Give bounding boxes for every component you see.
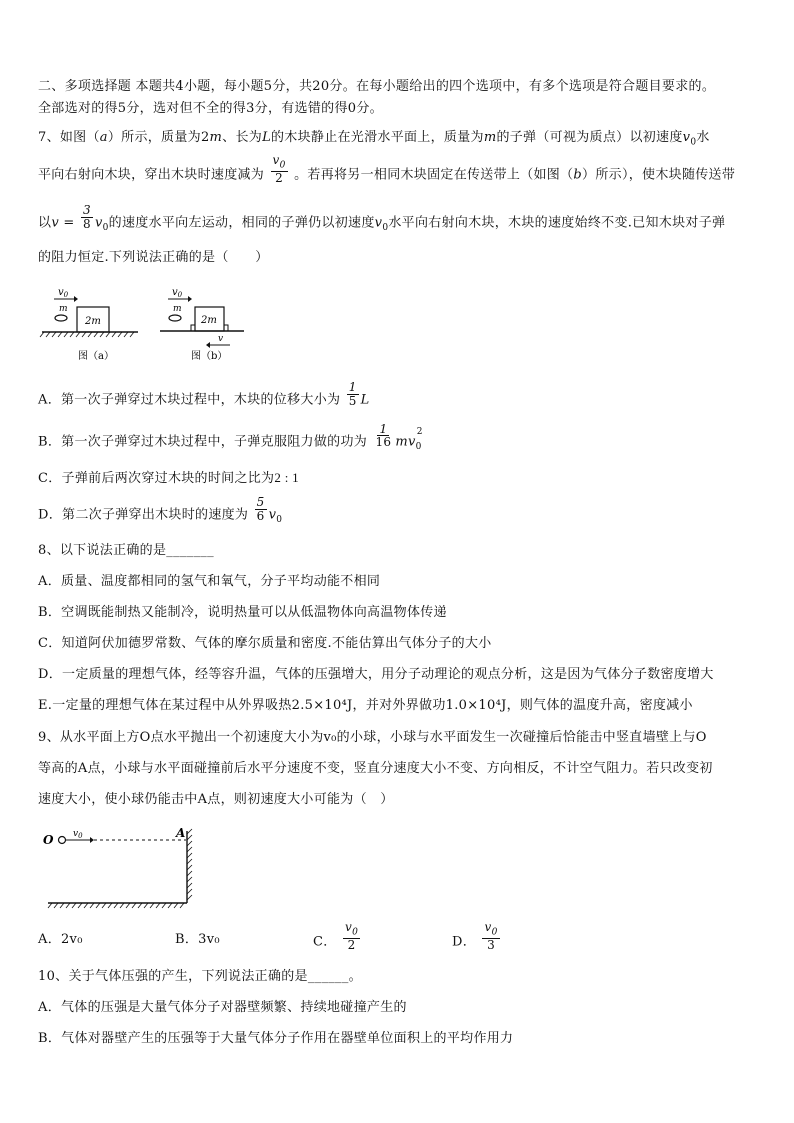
- q7-stem-line3: 以v = $\frac{3}{8}$ $v_0$的速度水平向左运动，相同的子弹仍以初速度$v_0$水平向右射向木块，木块的速度始终不变.已知木块对子弹: [38, 203, 726, 234]
- q9-figure: [40, 826, 210, 916]
- q9-option-b: B．3v₀: [175, 932, 220, 947]
- section-header-line2: 全部选对的得5分，选对但不全的得3分，有选错的得0分。: [38, 101, 383, 116]
- q9-stem-line1: 9、从水平面上方O点水平抛出一个初速度大小为v₀的小球，小球与水平面发生一次碰撞后恰能击中竖直墙壁上与O: [38, 730, 707, 745]
- q7-option-b: B．第一次子弹穿过木块过程中，子弹克服阻力做的功为 $\frac{1}{16}$ $mv_0^2$: [38, 421, 423, 452]
- q7-option-c: C．子弹前后两次穿过木块的时间之比为2 : 1: [38, 470, 299, 486]
- q8-option-c: C．知道阿伏加德罗常数、气体的摩尔质量和密度.不能估算出气体分子的大小: [38, 636, 492, 651]
- q9-option-c: C． $\frac{v_0}{2}$: [313, 920, 359, 952]
- q7-figure-b: [158, 285, 248, 365]
- fig-b-block-label: 2m: [201, 315, 217, 326]
- q10-stem: 10、关于气体压强的产生，下列说法正确的是______。: [38, 969, 362, 984]
- fig-a-v0-label: $v_0$: [58, 287, 69, 299]
- fig-a-block-label: 2m: [85, 316, 101, 327]
- fig-point-o: O: [43, 833, 54, 847]
- fig-b-bullet-mass: m: [173, 304, 182, 314]
- fig-a-bullet: [55, 315, 67, 321]
- q7-option-a: A．第一次子弹穿过木块过程中，木块的位移大小为 $\frac{1}{5}$ L: [38, 380, 370, 408]
- fig-velocity-arrow: [90, 837, 94, 843]
- fig-b-caption: 图（b）: [191, 351, 228, 362]
- section-header-line1: 二、多项选择题 本题共4小题，每小题5分，共20分。在每小题给出的四个选项中，有多个选项是符合题目要求的。: [38, 79, 716, 94]
- q7-figure-a: [40, 285, 140, 365]
- q9-option-a: A．2v₀: [38, 932, 83, 947]
- q10-option-a: A．气体的压强是大量气体分子对器壁频繁、持续地碰撞产生的: [38, 1000, 407, 1015]
- fig-v0-label: $v_0$: [73, 829, 83, 840]
- fig-b-belt-speed-label: v: [218, 334, 224, 344]
- q7-stem-line1: 7、如图（a）所示，质量为2m、长为L的木块静止在光滑水平面上，质量为m的子弹（可视为质点）以初速度$v_0$水: [38, 130, 710, 148]
- fig-point-a: A: [176, 826, 186, 840]
- fig-ball: [59, 837, 66, 844]
- q8-option-e: E.一定量的理想气体在某过程中从外界吸热2.5×10⁴J，并对外界做功1.0×10⁴J，则气体的温度升高，密度减小: [38, 698, 693, 713]
- q10-option-b: B．气体对器壁产生的压强等于大量气体分子作用在器壁单位面积上的平均作用力: [38, 1031, 514, 1046]
- fig-a-caption: 图（a）: [78, 351, 114, 362]
- q9-option-d: D． $\frac{v_0}{3}$: [452, 920, 498, 952]
- q7-stem-line2: 平向右射向木块，穿出木块时速度减为 $\frac{v_0}{2}$ 。若再将另一相同木块固定在传送带上（如图（b）所示），使木块随传送带: [38, 153, 736, 185]
- q7-option-d: D．第二次子弹穿出木块时的速度为 $\frac{5}{6}$ $v_0$: [38, 495, 283, 526]
- fig-a-bullet-mass: m: [59, 304, 68, 314]
- fig-b-bullet: [169, 315, 181, 321]
- q9-stem-line3: 速度大小，使小球仍能击中A点，则初速度大小可能为（ ）: [38, 792, 394, 807]
- q7-stem-line4: 的阻力恒定.下列说法正确的是（ ）: [38, 250, 269, 265]
- q9-stem-line2: 等高的A点，小球与水平面碰撞前后水平分速度不变，竖直分速度大小不变、方向相反，不计空气阻力。若只改变初: [38, 761, 713, 776]
- q8-option-a: A．质量、温度都相同的氢气和氧气，分子平均动能不相同: [38, 574, 381, 589]
- q8-option-d: D．一定质量的理想气体，经等容升温，气体的压强增大，用分子动理论的观点分析，这是因为气体分子数密度增大: [38, 667, 714, 682]
- q8-stem: 8、以下说法正确的是_______: [38, 543, 214, 558]
- q8-option-b: B．空调既能制热又能制冷，说明热量可以从低温物体向高温物体传递: [38, 605, 447, 620]
- fig-b-v0-label: $v_0$: [172, 287, 183, 299]
